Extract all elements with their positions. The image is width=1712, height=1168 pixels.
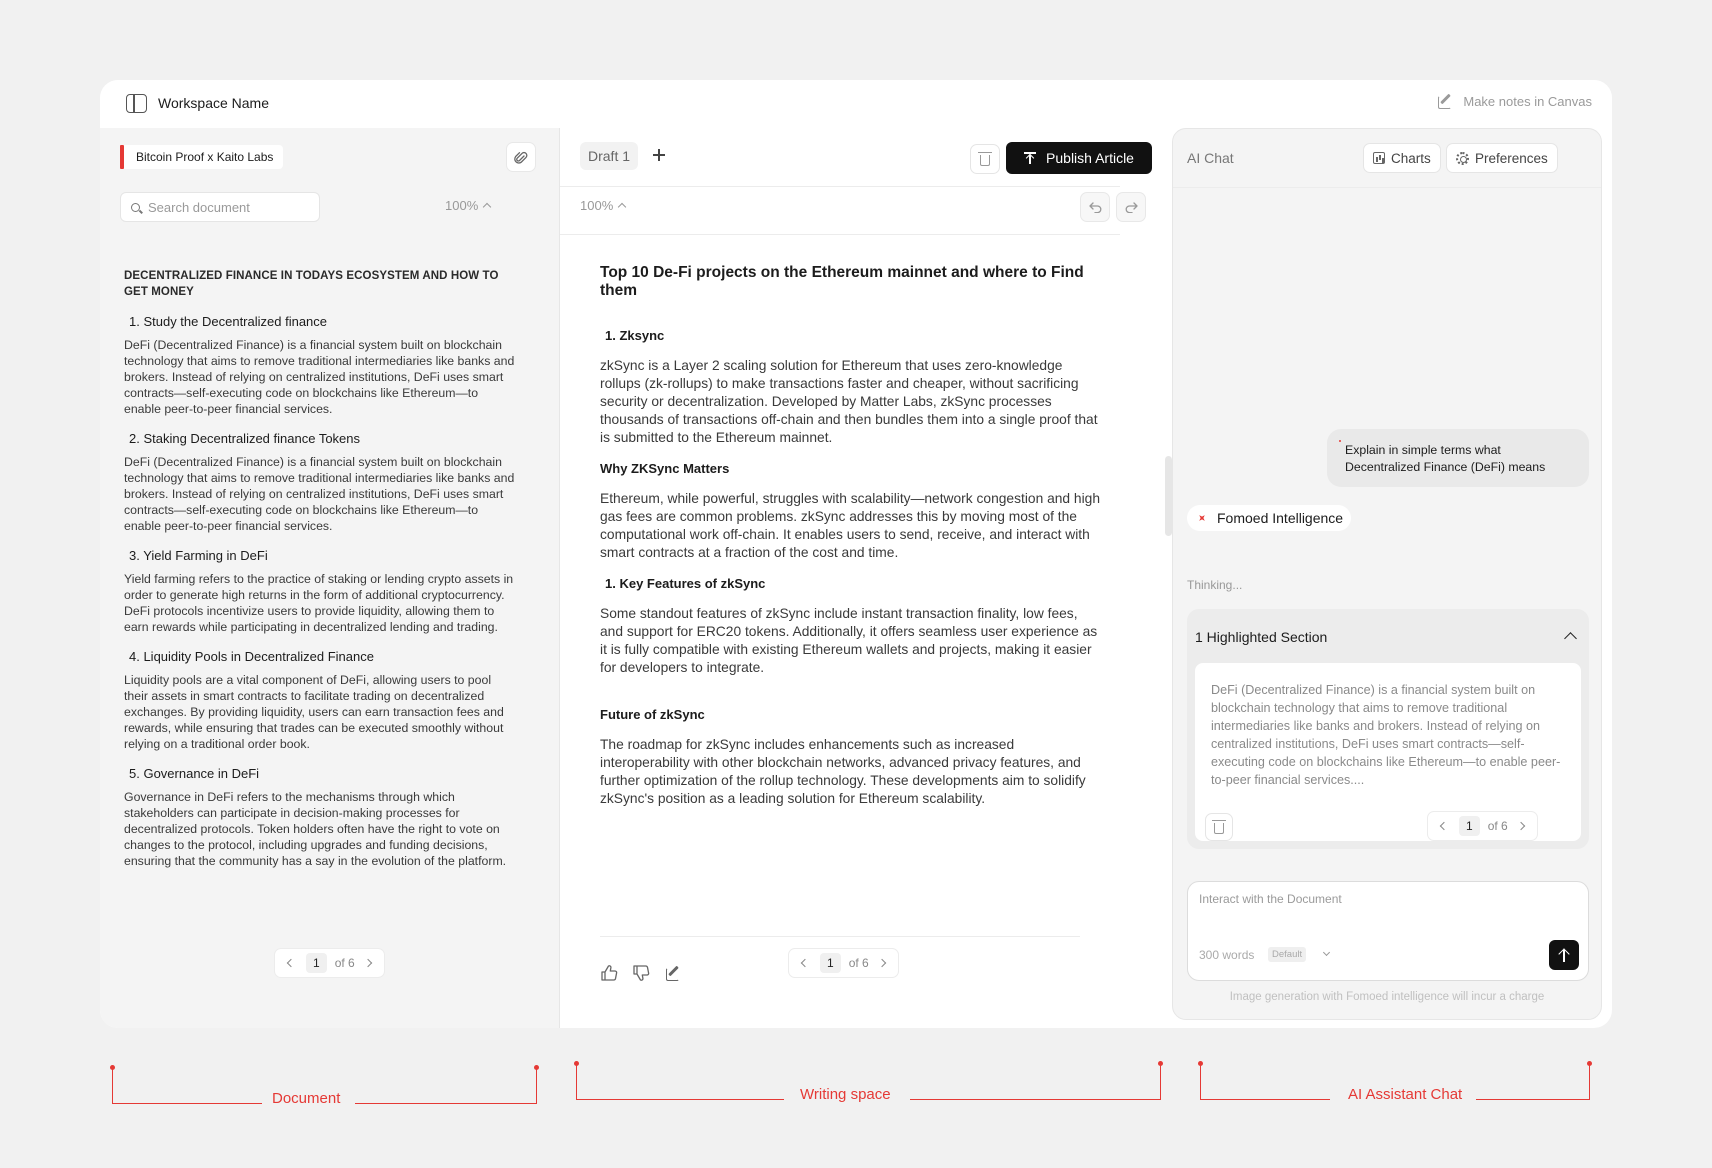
section-body: DeFi (Decentralized Finance) is a financial system built on blockchain technology that aims to remove traditional intermediaries like banks and brokers. Instead of relying on centralized institutions, DeFi uses smart contracts—self-executing code on blockchains like Ethereum—to enable peer-to-peer financial services. — [124, 455, 515, 533]
divider — [560, 186, 1120, 187]
annotation-label: Writing space — [800, 1086, 891, 1103]
user-message-text: Explain in simple terms what Decentralized Finance (DeFi) means — [1345, 443, 1546, 474]
document-panel — [100, 128, 560, 1028]
section-heading: 1. Study the Decentralized finance — [129, 314, 328, 329]
section-heading: 5. Governance in DeFi — [129, 766, 260, 781]
publish-label: Publish Article — [1046, 150, 1134, 166]
annotation-dot — [534, 1065, 539, 1070]
assistant-badge — [1187, 505, 1351, 531]
highlight-pager — [1427, 811, 1538, 841]
annotation-label: Document — [272, 1090, 341, 1107]
search-document-field[interactable] — [120, 192, 320, 222]
article-paragraph: zkSync is a Layer 2 scaling solution for Ethereum that uses zero-knowledge rollups (zk-rollups) to make transactions faster and cheaper, without sacrificing security or decentralization. Developed by Matter Labs, zkSync processes thousands of transactions off-chain and then bundles them into a single proof that is submitted to the Ethereum mainnet. — [600, 358, 1098, 445]
writing-scrollbar[interactable] — [1165, 456, 1172, 536]
send-button[interactable] — [1549, 940, 1579, 970]
feedback-row — [600, 964, 682, 982]
document-zoom-value: 100% — [445, 198, 479, 213]
thumbs-up-button[interactable] — [600, 964, 618, 982]
search-icon — [131, 203, 140, 212]
highlighted-section-card — [1187, 609, 1589, 849]
article-heading: Future of zkSync — [600, 707, 705, 722]
document-section — [124, 548, 516, 635]
publish-article-button[interactable] — [1006, 142, 1152, 174]
document-section — [124, 314, 516, 417]
charts-label: Charts — [1391, 150, 1431, 166]
user-message-bubble — [1327, 429, 1589, 487]
article-paragraph: Some standout features of zkSync include instant transaction finality, low fees, and support for ERC20 tokens. Additionally, it offers seamless user experience as it is fully compatible with existing Ethereum wallets and projects, making it easier for developers to integrate. — [600, 606, 1098, 675]
document-title: DECENTRALIZED FINANCE IN TODAYS ECOSYSTEM AND HOW TO GET MONEY — [124, 270, 499, 298]
delete-highlight-button[interactable] — [1205, 813, 1233, 841]
article-title: Top 10 De-Fi projects on the Ethereum mainnet and where to Find them — [600, 264, 1084, 299]
chevron-up-icon — [618, 203, 626, 211]
thumbs-down-button[interactable] — [632, 964, 650, 982]
divider — [600, 936, 1080, 937]
redo-button[interactable] — [1116, 192, 1146, 222]
highlighted-text: DeFi (Decentralized Finance) is a financial system built on blockchain technology that aims to remove traditional intermediaries like banks and brokers. Instead of relying on centralized institutions, DeFi uses smart contracts—self-executing code on blockchains like Ethereum—to enable peer-to-peer financial services.... — [1211, 683, 1561, 787]
undo-icon — [1089, 202, 1102, 213]
add-draft-icon[interactable] — [648, 144, 670, 166]
document-section — [124, 649, 516, 752]
charts-button[interactable] — [1363, 143, 1441, 173]
section-heading: 4. Liquidity Pools in Decentralized Finance — [129, 649, 374, 664]
edit-icon — [1438, 94, 1453, 109]
send-arrow-icon — [1563, 950, 1565, 962]
writing-zoom-control[interactable] — [580, 198, 625, 213]
annotation-line — [1589, 1064, 1590, 1100]
undo-button[interactable] — [1080, 192, 1110, 222]
annotation-line — [1200, 1064, 1201, 1100]
section-body: DeFi (Decentralized Finance) is a financial system built on blockchain technology that aims to remove traditional intermediaries like banks and brokers. Instead of relying on centralized institutions, DeFi uses smart contracts—self-executing code on blockchains like Ethereum—to enable peer-to-peer financial services. — [124, 338, 515, 416]
sidebar-toggle-icon[interactable] — [126, 94, 147, 113]
assistant-status: Thinking... — [1187, 578, 1243, 592]
section-heading: 2. Staking Decentralized finance Tokens — [129, 431, 361, 446]
document-tag-accent — [120, 145, 124, 169]
document-tag[interactable] — [120, 145, 283, 169]
tab-draft-1[interactable]: Draft 1 — [580, 142, 638, 170]
message-indicator — [1339, 440, 1341, 442]
writing-panel — [560, 128, 1134, 1028]
gear-icon — [1456, 152, 1469, 165]
highlighted-section-body — [1195, 663, 1581, 841]
article-paragraph: The roadmap for zkSync includes enhancements such as increased interoperability with other blockchain networks, advanced privacy features, and further optimization of the rollup technology. These developments aim to solidify zkSync's position as a leading solution for Ethereum scalability. — [600, 737, 1086, 806]
delete-draft-button[interactable] — [970, 144, 1000, 174]
prev-page-button[interactable] — [801, 959, 809, 967]
attach-button[interactable] — [506, 142, 536, 172]
current-page[interactable]: 1 — [820, 953, 841, 973]
edit-icon — [666, 966, 681, 981]
document-pager — [274, 948, 385, 978]
mode-select[interactable]: Default — [1268, 947, 1306, 962]
annotation-line — [1200, 1099, 1330, 1100]
trash-icon — [980, 155, 990, 166]
current-page[interactable]: 1 — [306, 953, 327, 973]
make-notes-canvas-button[interactable] — [1438, 94, 1592, 109]
divider — [560, 234, 1120, 235]
annotation-line — [576, 1099, 784, 1100]
chevron-up-icon — [483, 203, 491, 211]
app-window — [100, 80, 1612, 1028]
trash-icon — [1214, 823, 1224, 834]
chart-icon — [1373, 152, 1385, 164]
thumbs-up-icon — [601, 965, 618, 981]
section-body: Liquidity pools are a vital component of DeFi, allowing users to pool their assets in smart contracts to facilitate trading on decentralized exchanges. By providing liquidity, users can earn transaction fees and rewards, while ensuring that trades can be executed smoothly without relying on a traditional order book. — [124, 673, 504, 751]
annotation-line — [112, 1068, 113, 1104]
chat-title: AI Chat — [1187, 150, 1234, 166]
chevron-down-icon[interactable] — [1323, 949, 1330, 956]
document-section — [124, 766, 516, 869]
annotation-line — [1476, 1099, 1590, 1100]
document-tag-label: Bitcoin Proof x Kaito Labs — [136, 150, 274, 164]
annotation-line — [355, 1103, 537, 1104]
article-heading: 1. Zksync — [605, 328, 665, 343]
highlighted-section-heading: 1 Highlighted Section — [1195, 629, 1328, 645]
article-heading: Why ZKSync Matters — [600, 461, 730, 476]
chat-input[interactable] — [1199, 892, 1569, 932]
writing-zoom-value: 100% — [580, 198, 614, 213]
next-page-button[interactable] — [1516, 822, 1524, 830]
chat-input-box — [1187, 881, 1589, 981]
preferences-label: Preferences — [1475, 150, 1548, 166]
ai-chat-panel — [1172, 128, 1602, 1020]
article-editor[interactable] — [600, 264, 1100, 822]
page-total: of 6 — [334, 956, 355, 970]
thumbs-down-icon — [633, 965, 650, 981]
page-total: of 6 — [848, 956, 869, 970]
next-page-button[interactable] — [363, 959, 371, 967]
annotation-line — [1160, 1064, 1161, 1100]
preferences-button[interactable] — [1446, 143, 1558, 173]
document-zoom-control[interactable] — [445, 198, 490, 213]
annotation-dot — [1587, 1061, 1592, 1066]
upload-icon — [1024, 152, 1036, 164]
section-body: Yield farming refers to the practice of staking or lending crypto assets in order to generate high returns in the form of additional cryptocurrency. DeFi protocols incentivize users to provide liquidity, allowing them to earn rewards while participating in decentralized lending and trading. — [124, 572, 514, 634]
annotation-dot — [1158, 1061, 1163, 1066]
divider — [1173, 187, 1601, 188]
section-heading: 3. Yield Farming in DeFi — [129, 548, 268, 563]
canvas-link-label: Make notes in Canvas — [1463, 94, 1592, 109]
annotation-line — [536, 1068, 537, 1104]
document-content — [124, 268, 516, 883]
annotation-line — [576, 1064, 577, 1100]
article-paragraph: Ethereum, while powerful, struggles with scalability—network congestion and high gas fees are common problems. zkSync addresses this by moving most of the computational work off-chain. It enables users to send, receive, and interact with smart contracts at a fraction of the cost and time. — [600, 491, 1101, 560]
next-page-button[interactable] — [877, 959, 885, 967]
word-count: 300 words — [1199, 948, 1255, 962]
redo-icon — [1125, 202, 1138, 213]
section-body: Governance in DeFi refers to the mechanisms through which stakeholders can participate in decision-making processes for decentralized protocols. Token holders often have the right to vote on changes to the protocol, including upgrades and funding decisions, ensuring that the community has a say in the evolution of the platform. — [124, 790, 507, 868]
search-input[interactable] — [148, 200, 308, 215]
current-page[interactable]: 1 — [1459, 816, 1480, 836]
page-total: of 6 — [1487, 819, 1508, 833]
annotation-label: AI Assistant Chat — [1348, 1086, 1463, 1103]
annotation-line — [910, 1099, 1161, 1100]
annotation-line — [112, 1103, 262, 1104]
workspace-name: Workspace Name — [158, 95, 270, 111]
assistant-name: Fomoed Intelligence — [1217, 510, 1344, 526]
writing-pager — [788, 948, 899, 978]
sparkle-icon — [1195, 511, 1209, 525]
document-section — [124, 431, 516, 534]
paperclip-icon — [514, 150, 528, 165]
edit-response-button[interactable] — [664, 964, 682, 982]
article-heading: 1. Key Features of zkSync — [605, 576, 766, 591]
chevron-up-icon[interactable] — [1564, 632, 1577, 645]
top-bar — [100, 80, 1612, 128]
prev-page-button[interactable] — [287, 959, 295, 967]
charge-note: Image generation with Fomoed intelligence will incur a charge — [1229, 991, 1545, 1003]
prev-page-button[interactable] — [1440, 822, 1448, 830]
